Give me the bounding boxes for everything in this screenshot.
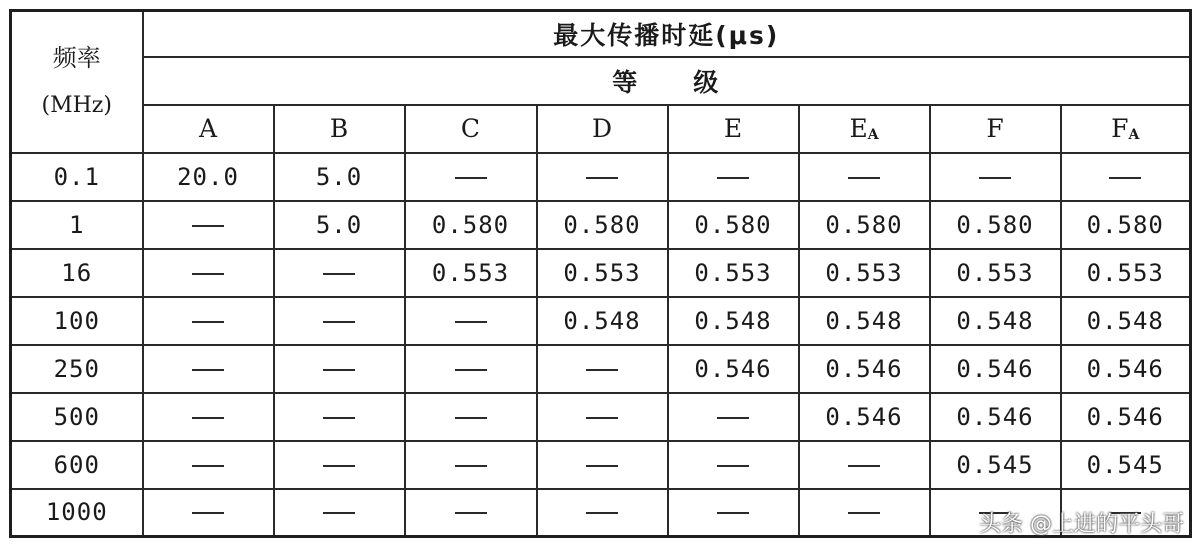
grade-cell — [537, 105, 668, 153]
dash-mark — [455, 512, 487, 514]
table-row — [11, 153, 1191, 201]
dash-mark — [323, 369, 355, 371]
freq-cell: 250 — [11, 345, 143, 393]
freq-unit: (MHz) — [41, 92, 112, 118]
grade-letter: E — [723, 114, 743, 143]
grade-letter: D — [591, 114, 613, 143]
empty-cell — [930, 153, 1061, 201]
empty-cell — [405, 393, 537, 441]
table-row — [11, 393, 1191, 441]
dash-mark — [586, 465, 618, 467]
empty-cell — [799, 153, 930, 201]
dash-mark — [586, 512, 618, 514]
empty-cell — [668, 393, 799, 441]
freq-cell: 500 — [11, 393, 143, 441]
value-cell: 0.548 — [668, 297, 799, 345]
dash-mark — [455, 177, 487, 179]
dash-mark — [848, 512, 880, 514]
dash-mark — [192, 369, 224, 371]
value-cell: 0.553 — [405, 249, 537, 297]
table-row — [11, 297, 1191, 345]
table-row — [11, 201, 1191, 249]
value-cell: 0.546 — [930, 393, 1061, 441]
value-cell: 0.553 — [668, 249, 799, 297]
empty-cell — [143, 489, 274, 537]
dash-mark — [323, 465, 355, 467]
freq-label: 频率 — [52, 43, 101, 72]
dash-mark — [192, 273, 224, 275]
dash-mark — [1109, 177, 1141, 179]
empty-cell — [537, 441, 668, 489]
value-cell: 0.548 — [1061, 297, 1191, 345]
grade-row — [11, 105, 1191, 153]
empty-cell — [799, 441, 930, 489]
empty-cell — [537, 153, 668, 201]
freq-cell: 0.1 — [11, 153, 143, 201]
value-cell: 0.553 — [537, 249, 668, 297]
freq-cell: 100 — [11, 297, 143, 345]
grade-cell — [1061, 105, 1191, 153]
empty-cell — [143, 297, 274, 345]
grade-letter: F — [986, 114, 1004, 143]
value-cell: 0.546 — [1061, 345, 1191, 393]
dash-mark — [323, 321, 355, 323]
table-row — [11, 345, 1191, 393]
dash-mark — [192, 417, 224, 419]
empty-cell — [143, 393, 274, 441]
empty-cell — [668, 441, 799, 489]
dash-mark — [323, 512, 355, 514]
grade-letter: C — [460, 114, 481, 143]
value-cell: 0.545 — [1061, 441, 1191, 489]
empty-cell — [405, 489, 537, 537]
freq-cell: 1000 — [11, 489, 143, 537]
value-cell: 0.580 — [1061, 201, 1191, 249]
value-cell: 0.580 — [799, 201, 930, 249]
value-cell: 20.0 — [143, 153, 274, 201]
value-cell: 0.580 — [537, 201, 668, 249]
empty-cell — [537, 345, 668, 393]
dash-mark — [586, 417, 618, 419]
empty-cell — [274, 249, 405, 297]
dash-mark — [586, 369, 618, 371]
value-cell: 0.553 — [930, 249, 1061, 297]
dash-mark — [192, 512, 224, 514]
value-cell: 0.545 — [930, 441, 1061, 489]
empty-cell — [143, 441, 274, 489]
value-cell: 0.580 — [668, 201, 799, 249]
grade-letter: A — [198, 114, 218, 143]
freq-cell: 16 — [11, 249, 143, 297]
empty-cell — [405, 345, 537, 393]
grade-cell — [799, 105, 930, 153]
value-cell: 0.548 — [799, 297, 930, 345]
table-title: 最大传播时延(μs) — [143, 11, 1191, 57]
dash-mark — [455, 369, 487, 371]
grade-cell — [668, 105, 799, 153]
empty-cell — [274, 345, 405, 393]
grade-cell — [930, 105, 1061, 153]
grade-label: 等 级 — [143, 57, 1191, 105]
empty-cell — [274, 489, 405, 537]
table-body — [11, 153, 1191, 537]
dash-mark — [192, 321, 224, 323]
dash-mark — [192, 225, 224, 227]
dash-mark — [323, 417, 355, 419]
empty-cell — [405, 153, 537, 201]
dash-mark — [455, 417, 487, 419]
value-cell: 5.0 — [274, 201, 405, 249]
freq-cell: 600 — [11, 441, 143, 489]
grade-letter: B — [329, 114, 349, 143]
dash-mark — [455, 321, 487, 323]
value-cell: 0.546 — [799, 345, 930, 393]
empty-cell — [1061, 153, 1191, 201]
delay-table — [9, 9, 1192, 538]
table-row — [11, 249, 1191, 297]
dash-mark — [717, 177, 749, 179]
dash-mark — [323, 273, 355, 275]
value-cell: 0.548 — [930, 297, 1061, 345]
dash-mark — [979, 177, 1011, 179]
empty-cell — [143, 345, 274, 393]
freq-header — [11, 11, 143, 153]
value-cell: 0.553 — [1061, 249, 1191, 297]
empty-cell — [274, 441, 405, 489]
value-cell: 0.580 — [930, 201, 1061, 249]
grade-letter: E — [849, 114, 868, 143]
empty-cell — [143, 201, 274, 249]
empty-cell — [668, 153, 799, 201]
value-cell: 0.546 — [1061, 393, 1191, 441]
grade-cell — [405, 105, 537, 153]
empty-cell — [274, 297, 405, 345]
grade-subscript: A — [867, 127, 879, 143]
grade-cell — [143, 105, 274, 153]
value-cell: 0.548 — [537, 297, 668, 345]
grade-cell — [274, 105, 405, 153]
value-cell: 0.546 — [799, 393, 930, 441]
value-cell: 5.0 — [274, 153, 405, 201]
value-cell: 0.553 — [799, 249, 930, 297]
dash-mark — [717, 512, 749, 514]
empty-cell — [537, 489, 668, 537]
dash-mark — [586, 177, 618, 179]
freq-cell: 1 — [11, 201, 143, 249]
empty-cell — [537, 393, 668, 441]
table-row — [11, 441, 1191, 489]
dash-mark — [717, 465, 749, 467]
grade-subscript: A — [1128, 127, 1140, 143]
value-cell: 0.546 — [668, 345, 799, 393]
dash-mark — [192, 465, 224, 467]
empty-cell — [405, 441, 537, 489]
value-cell: 0.546 — [930, 345, 1061, 393]
grade-letter: F — [1111, 114, 1129, 143]
empty-cell — [668, 489, 799, 537]
dash-mark — [848, 177, 880, 179]
dash-mark — [848, 465, 880, 467]
value-cell: 0.580 — [405, 201, 537, 249]
empty-cell — [799, 489, 930, 537]
dash-mark — [455, 465, 487, 467]
watermark: 头条 @上进的平头哥 — [979, 512, 1184, 537]
empty-cell — [405, 297, 537, 345]
empty-cell — [143, 249, 274, 297]
dash-mark — [717, 417, 749, 419]
empty-cell — [274, 393, 405, 441]
